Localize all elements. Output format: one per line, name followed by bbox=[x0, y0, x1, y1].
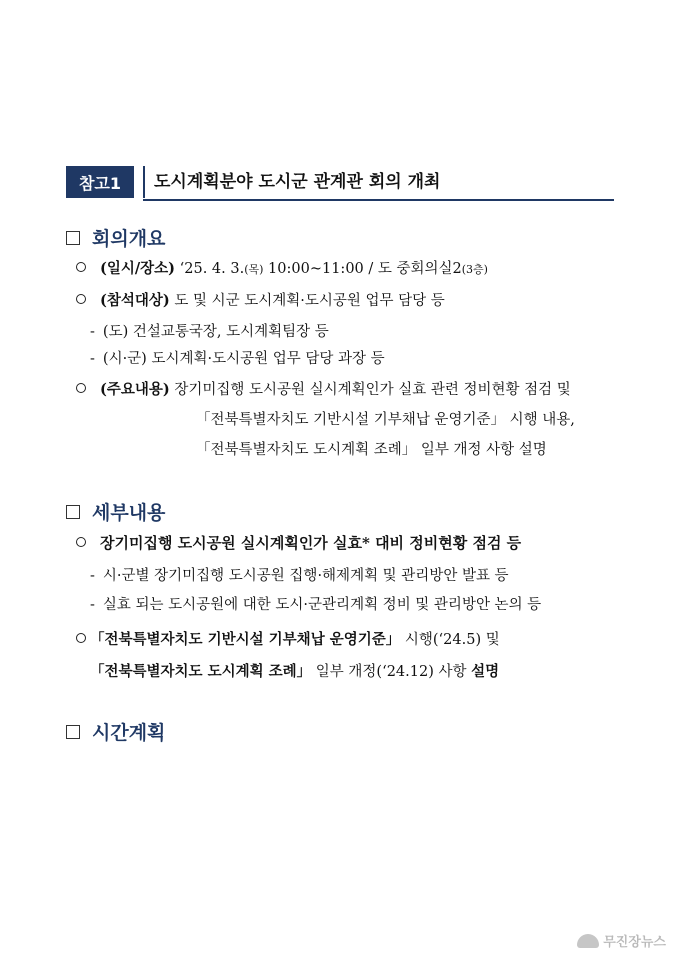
datetime-label: (일시/장소) bbox=[100, 260, 176, 277]
attendees-value: 도 및 시군 도시계획·도시공원 업무 담당 등 bbox=[169, 293, 445, 309]
content-line-3: 「전북특별자치도 도시계획 조례」 일부 개정 사항 설명 bbox=[196, 442, 547, 458]
watermark-logo-icon bbox=[577, 934, 599, 948]
details-item-ordinance-rest: 일부 개정(‘24.12) 사항 bbox=[311, 664, 472, 680]
content-label: (주요내용) bbox=[100, 381, 170, 398]
section-overview bbox=[66, 224, 165, 251]
attendees-label: (참석대상) bbox=[100, 292, 170, 309]
header-underline bbox=[143, 199, 614, 201]
attendee-item-city: - (시·군) 도시계획·도시공원 업무 담당 과장 등 bbox=[90, 351, 385, 367]
document-title: 도시계획분야 도시군 관계관 회의 개최 bbox=[154, 172, 441, 192]
datetime-day: (목) bbox=[244, 263, 264, 276]
square-bullet-icon bbox=[66, 231, 80, 245]
section-details-title: 세부내용 bbox=[92, 502, 166, 524]
section-overview-title: 회의개요 bbox=[92, 228, 166, 250]
details-sub-item-2: - 실효 되는 도시공원에 대한 도시·군관리계획 정비 및 관리방안 논의 등 bbox=[90, 597, 542, 613]
header-separator bbox=[143, 166, 145, 198]
circle-bullet-icon bbox=[76, 262, 86, 272]
details-item-standards bbox=[76, 628, 500, 649]
datetime-time-place: 10:00~11:00 / 도 중회의실2 bbox=[263, 261, 462, 277]
details-sub-item-1: - 시·군별 장기미집행 도시공원 집행·해제계획 및 관리방안 발표 등 bbox=[90, 568, 509, 584]
overview-attendees bbox=[76, 289, 445, 310]
square-bullet-icon bbox=[66, 505, 80, 519]
circle-bullet-icon bbox=[76, 633, 86, 643]
circle-bullet-icon bbox=[76, 294, 86, 304]
overview-datetime bbox=[76, 257, 488, 278]
watermark bbox=[577, 931, 666, 950]
section-details bbox=[66, 498, 165, 525]
content-line-1: 장기미집행 도시공원 실시계획인가 실효 관련 정비현황 점검 및 bbox=[169, 382, 571, 398]
details-sub-item-2-text: 실효 되는 도시공원에 대한 도시·군관리계획 정비 및 관리방안 논의 등 bbox=[102, 597, 542, 613]
circle-bullet-icon bbox=[76, 537, 86, 547]
content-line-2: 「전북특별자치도 기반시설 기부채납 운영기준」 시행 내용, bbox=[196, 412, 575, 428]
reference-header bbox=[66, 163, 614, 201]
details-item-ordinance-bold: 「전북특별자치도 도시계획 조례」 bbox=[90, 663, 312, 680]
attendee-province-text: (도) 건설교통국장, 도시계획팀장 등 bbox=[102, 324, 329, 340]
overview-content bbox=[76, 378, 571, 399]
details-item-ordinance bbox=[90, 660, 499, 681]
datetime-floor: (3층) bbox=[461, 263, 488, 276]
details-item-ordinance-end: 설명 bbox=[471, 663, 500, 680]
watermark-text: 무진장뉴스 bbox=[603, 935, 666, 950]
attendee-item-province: - (도) 건설교통국장, 도시계획팀장 등 bbox=[90, 324, 329, 340]
details-item-standards-bold: 「전북특별자치도 기반시설 기부채납 운영기준」 bbox=[90, 631, 401, 648]
attendee-city-text: (시·군) 도시계획·도시공원 업무 담당 과장 등 bbox=[102, 351, 385, 367]
circle-bullet-icon bbox=[76, 383, 86, 393]
reference-tag: 참고1 bbox=[66, 166, 134, 198]
square-bullet-icon bbox=[66, 725, 80, 739]
datetime-date: ‘25. 4. 3. bbox=[179, 261, 245, 277]
section-schedule-title: 시간계획 bbox=[92, 722, 166, 744]
details-item-parks bbox=[76, 532, 521, 553]
details-sub-item-1-text: 시·군별 장기미집행 도시공원 집행·해제계획 및 관리방안 발표 등 bbox=[102, 568, 509, 584]
section-schedule bbox=[66, 718, 165, 745]
details-item-standards-rest: 시행(‘24.5) 및 bbox=[400, 632, 500, 648]
details-item-parks-text: 장기미집행 도시공원 실시계획인가 실효* 대비 정비현황 점검 등 bbox=[100, 534, 522, 552]
